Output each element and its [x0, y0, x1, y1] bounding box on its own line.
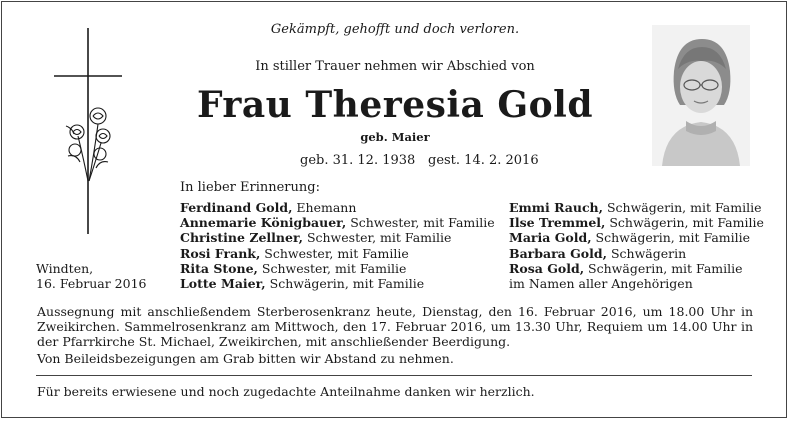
list-item: im Namen aller Angehörigen — [509, 276, 693, 292]
list-item: Rosi Frank, Schwester, mit Familie — [180, 245, 409, 261]
list-item: Ilse Tremmel, Schwägerin, mit Familie — [509, 215, 764, 231]
place-and-date — [36, 261, 146, 291]
birth-date: geb. 31. 12. 1938 — [300, 153, 416, 168]
remembrance-heading: In lieber Erinnerung: — [180, 180, 320, 195]
list-item: Annemarie Königbauer, Schwester, mit Familie — [180, 215, 495, 231]
death-date: gest. 14. 2. 2016 — [428, 153, 539, 168]
funeral-info: Aussegnung mit anschließendem Sterberosenkranz heute, Dienstag, den 16. Februar 2016, um 18.00 Uhr in Zweikirchen. Sammelrosenkranz am Mittwoch, den 17. Februar 2016, um 13.30 Uhr, Requiem um 14.00 Uhr in der Pfarrkirche St. Michael, Zweikirchen, mit anschließender Beerdigung. — [37, 304, 753, 349]
condolence-note: Von Beileidsbezeigungen am Grab bitten wir Abstand zu nehmen. — [37, 351, 454, 366]
list-item: Rosa Gold, Schwägerin, mit Familie — [509, 260, 743, 276]
list-item: Christine Zellner, Schwester, mit Familie — [180, 230, 452, 246]
deceased-name: Frau Theresia Gold — [196, 84, 594, 126]
motto: Gekämpft, gehofft und doch verloren. — [270, 22, 520, 37]
list-item: Rita Stone, Schwester, mit Familie — [180, 260, 407, 276]
place: Windten, — [36, 261, 94, 276]
portrait-photo — [652, 25, 750, 166]
mourners-right-column — [509, 200, 764, 291]
intro-line: In stiller Trauer nehmen wir Abschied von — [255, 59, 535, 74]
list-item: Lotte Maier, Schwägerin, mit Familie — [180, 276, 425, 292]
thanks-line: Für bereits erwiesene und noch zugedachte Anteilnahme danken wir herzlich. — [37, 384, 535, 399]
list-item: Maria Gold, Schwägerin, mit Familie — [509, 230, 751, 246]
list-item: Barbara Gold, Schwägerin — [509, 245, 687, 261]
list-item: Emmi Rauch, Schwägerin, mit Familie — [509, 200, 762, 215]
date: 16. Februar 2016 — [36, 276, 147, 292]
maiden-name: geb. Maier — [360, 130, 430, 144]
list-item: Ferdinand Gold, Ehemann — [180, 200, 357, 215]
divider — [36, 375, 752, 376]
mourners-left-column — [180, 200, 495, 291]
